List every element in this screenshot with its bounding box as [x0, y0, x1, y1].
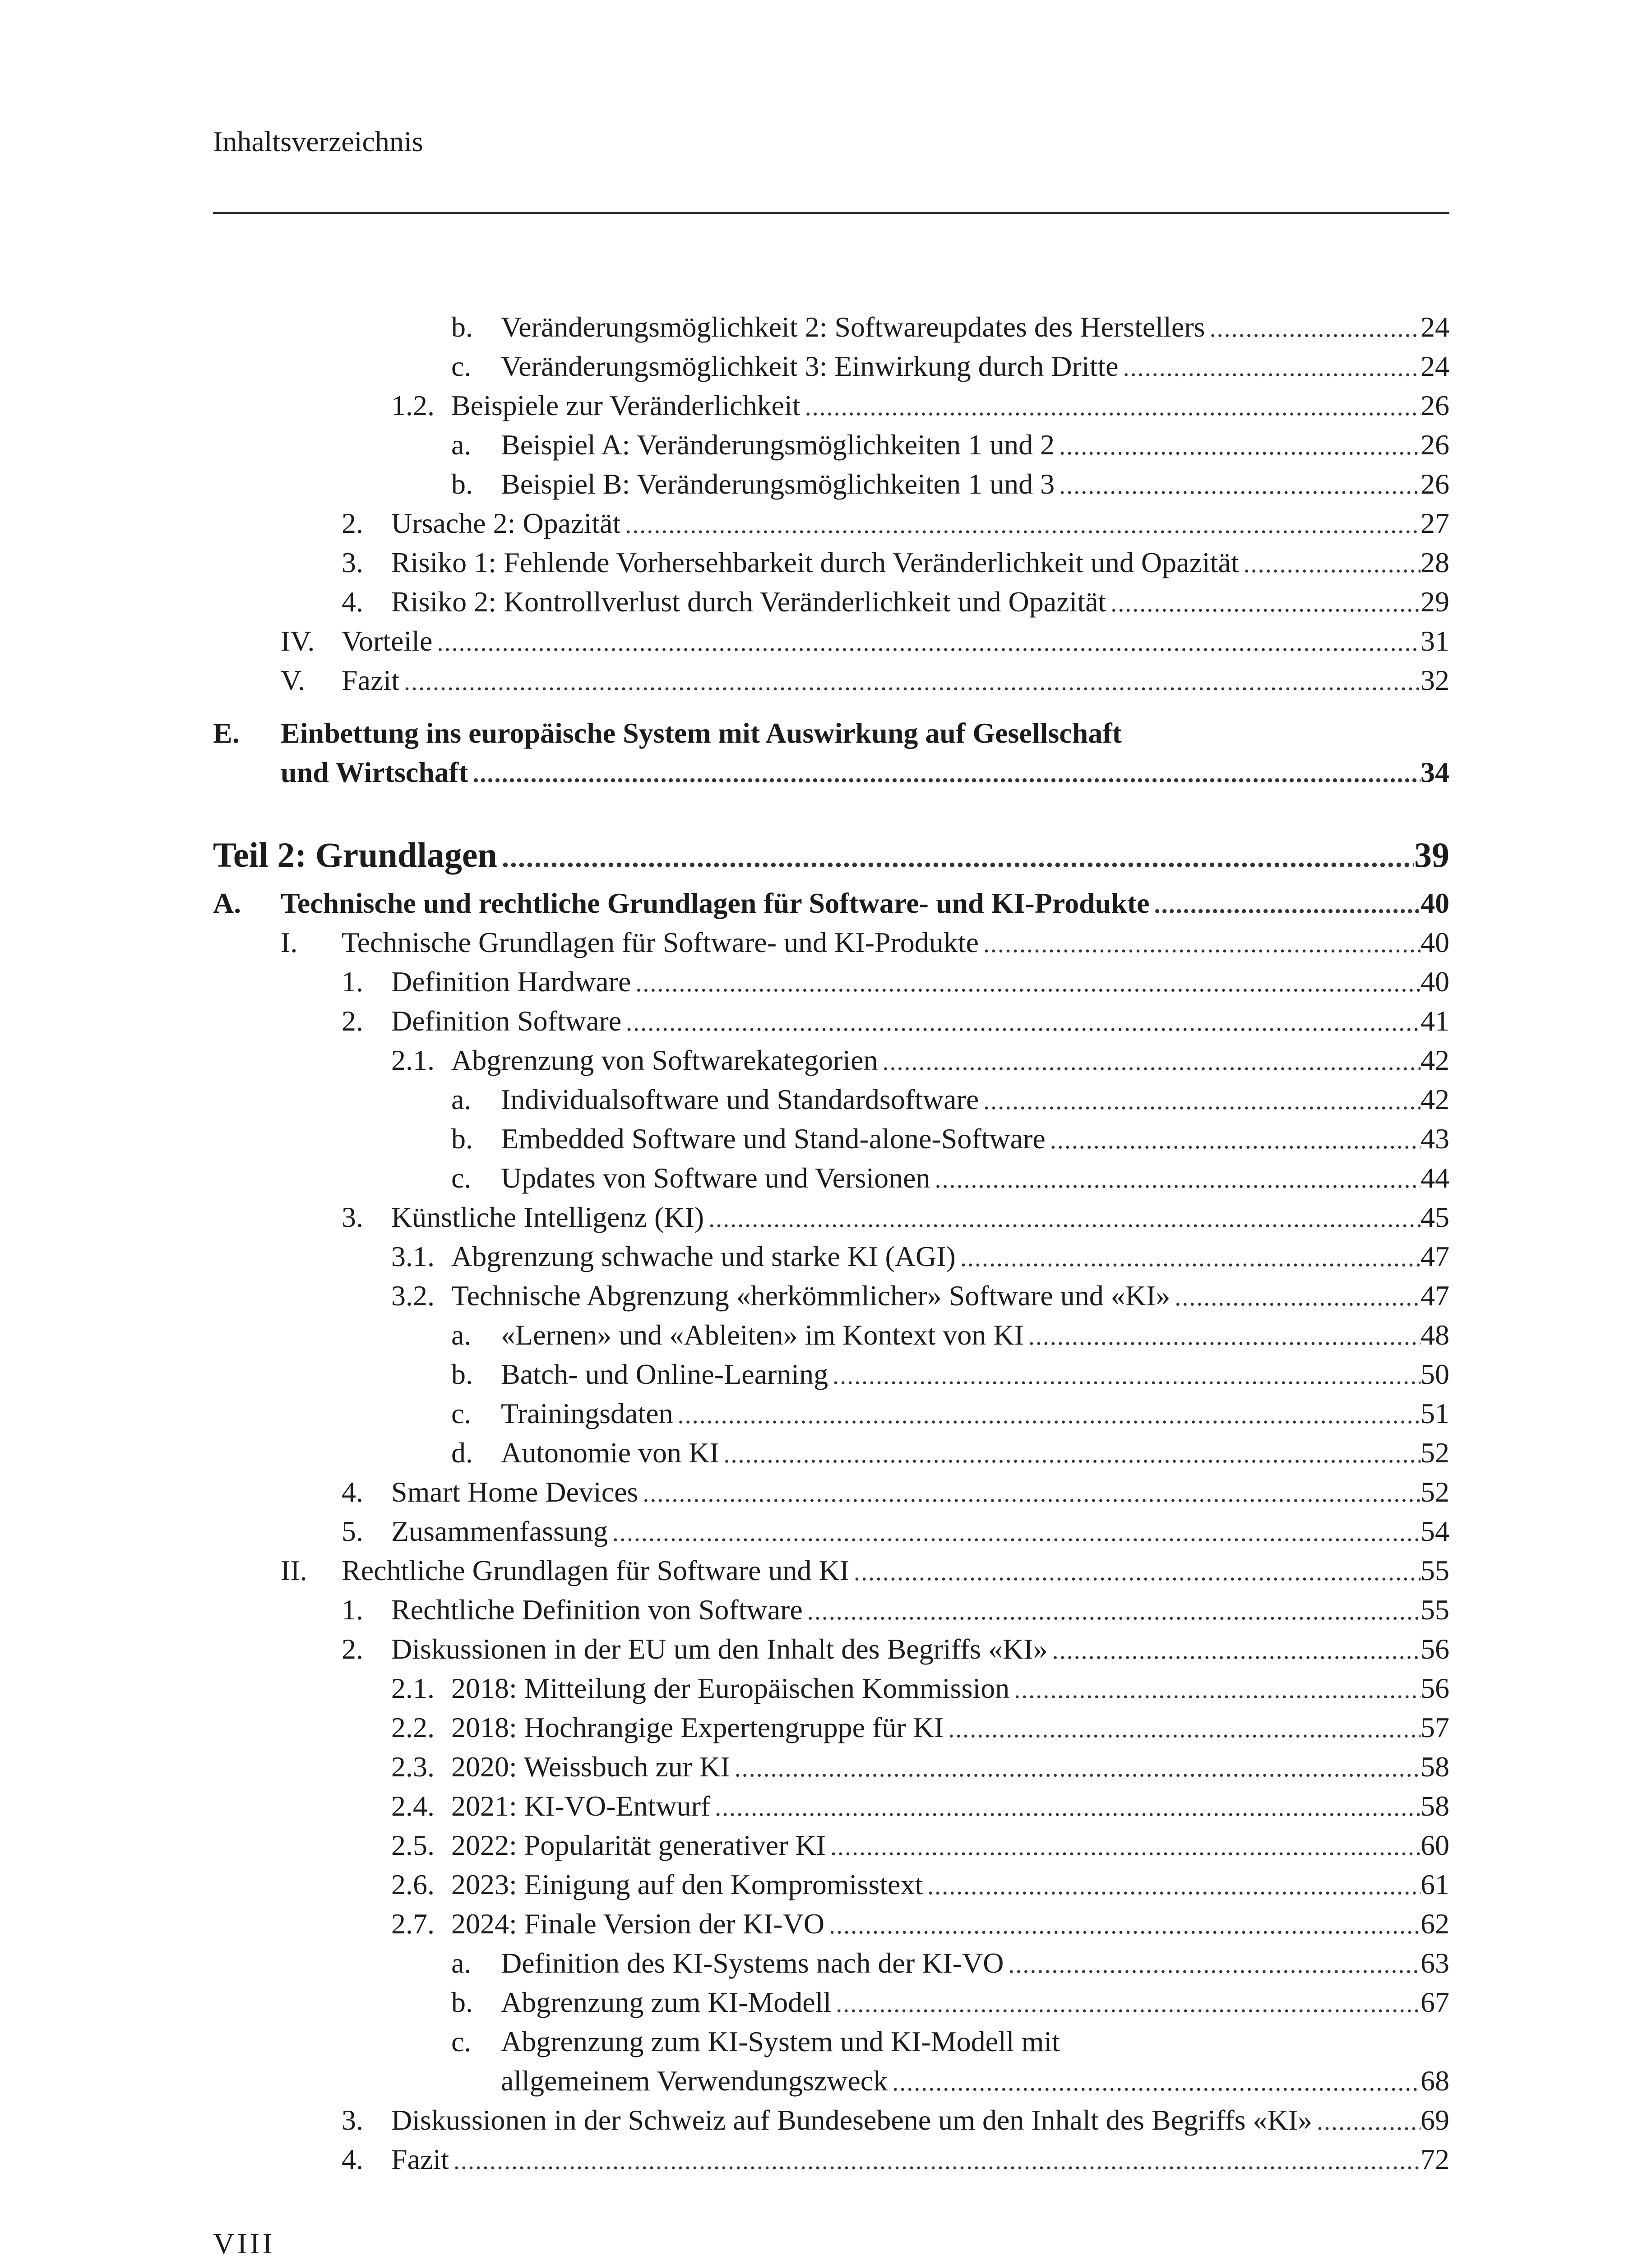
toc-entry-page: 42: [1421, 1044, 1449, 1076]
dot-leader: [1055, 465, 1421, 506]
toc-entry: [0, 464, 1652, 504]
toc-entry-title: Veränderungsmöglichkeit 3: Einwirkung durch Dritte: [501, 350, 1119, 382]
toc-entry: [0, 2139, 1652, 2180]
toc-entry-title: Technische und rechtliche Grundlagen für Software- und KI-Produkte: [281, 887, 1150, 919]
toc-entry-page: 40: [1421, 966, 1449, 998]
dot-leader: [1024, 1316, 1421, 1357]
toc-entry-number: 2.6.: [391, 1868, 435, 1900]
dot-leader: [704, 1198, 1421, 1239]
dot-leader: [710, 1787, 1421, 1828]
toc-entry-number: 4.: [342, 2143, 363, 2175]
toc-entry-title: Smart Home Devices: [391, 1476, 639, 1508]
toc-entry-number: 1.: [342, 1594, 363, 1626]
toc-entry-title: Fazit: [342, 664, 399, 696]
toc-entry-title: 2023: Einigung auf den Kompromisstext: [451, 1868, 923, 1900]
toc-entry-page: 43: [1421, 1123, 1449, 1155]
toc-entry-page: 24: [1421, 350, 1449, 382]
toc-entry-page: 55: [1421, 1554, 1449, 1586]
toc-entry-page: 52: [1421, 1437, 1449, 1469]
dot-leader: [878, 1041, 1421, 1082]
dot-leader: [608, 1512, 1421, 1553]
toc-entry-number: 2.: [342, 1005, 363, 1037]
toc-entry-number: 2.1.: [391, 1672, 435, 1704]
toc-entry-title: Veränderungsmöglichkeit 2: Softwareupdates des Herstellers: [501, 311, 1205, 343]
dot-leader: [1239, 544, 1421, 584]
dot-leader: [1106, 583, 1421, 624]
toc-entry-number: a.: [451, 429, 472, 461]
running-head: Inhaltsverzeichnis: [213, 125, 423, 157]
toc-entry-page: 41: [1421, 1005, 1449, 1037]
toc-entry: [0, 1119, 1652, 1159]
dot-leader: [730, 1748, 1421, 1789]
dot-leader: [1119, 347, 1421, 388]
toc-entry-title: Abgrenzung zum KI-System und KI-Modell mit: [501, 2025, 1060, 2057]
toc-entry-title: Autonomie von KI: [501, 1437, 719, 1469]
toc-entry-page: 45: [1421, 1201, 1449, 1233]
toc-entry-title: Risiko 1: Fehlende Vorhersehbarkeit durch Veränderlichkeit und Opazität: [391, 546, 1239, 578]
toc-entry-title: Definition des KI-Systems nach der KI-VO: [501, 1947, 1004, 1979]
toc-entry-page: 24: [1421, 311, 1449, 343]
toc-entry-title: Technische Abgrenzung «herkömmlicher» Software und «KI»: [451, 1280, 1171, 1312]
toc-entry-page: 39: [1414, 835, 1449, 874]
toc-entry-page: 32: [1421, 664, 1449, 696]
toc-entry: [0, 1158, 1652, 1198]
toc-entry: [0, 1433, 1652, 1473]
dot-leader: [826, 1826, 1421, 1867]
toc-entry-title: Beispiel B: Veränderungsmöglichkeiten 1 und 3: [501, 468, 1055, 500]
dot-leader: [888, 2062, 1421, 2103]
toc-entry-title: Trainingsdaten: [501, 1397, 673, 1429]
dot-leader: [399, 661, 1421, 702]
toc-entry: [0, 752, 1652, 793]
toc-entry-page: 34: [1421, 756, 1449, 788]
dot-leader: [1046, 1120, 1421, 1160]
toc-entry-number: 3.1.: [391, 1240, 435, 1272]
toc-entry-number: 3.: [342, 1201, 363, 1233]
toc-entry-title: Künstliche Intelligenz (KI): [391, 1201, 704, 1233]
toc-entry-number: 5.: [342, 1515, 363, 1547]
toc-entry-page: 67: [1421, 1986, 1449, 2018]
toc-entry-page: 58: [1421, 1790, 1449, 1822]
toc-entry: [0, 307, 1652, 347]
toc-entry-page: 40: [1421, 887, 1449, 919]
dot-leader: [620, 504, 1421, 545]
toc-entry-page: 68: [1421, 2065, 1449, 2097]
toc-entry: [0, 1747, 1652, 1787]
toc-entry: [0, 1315, 1652, 1355]
dot-leader: [956, 1238, 1421, 1278]
toc-entry-title: Embedded Software und Stand-alone-Software: [501, 1123, 1046, 1155]
toc-entry-number: a.: [451, 1083, 472, 1115]
dot-leader: [631, 963, 1421, 1003]
toc-entry: [0, 621, 1652, 661]
toc-entry-title: Fazit: [391, 2143, 449, 2175]
toc-entry-title: 2022: Popularität generativer KI: [451, 1829, 826, 1861]
toc-entry-page: 52: [1421, 1476, 1449, 1508]
toc-entry: [0, 1864, 1652, 1905]
toc-entry: [0, 1825, 1652, 1866]
toc-entry-number: c.: [451, 1162, 472, 1194]
toc-entry-number: E.: [213, 717, 240, 749]
toc-entry-number: 2.7.: [391, 1908, 435, 1940]
toc-entry-number: 4.: [342, 586, 363, 618]
dot-leader: [621, 1002, 1421, 1043]
toc-entry-page: 55: [1421, 1594, 1449, 1626]
toc-entry-page: 56: [1421, 1672, 1449, 1704]
toc-entry-title: allgemeinem Verwendungszweck: [501, 2065, 888, 2097]
toc-entry-title: Zusammenfassung: [391, 1515, 608, 1547]
dot-leader: [1205, 308, 1421, 349]
toc-entry-page: 47: [1421, 1280, 1449, 1312]
toc-entry: [0, 385, 1652, 426]
toc-entry-number: c.: [451, 2025, 472, 2057]
dot-leader: [1009, 1669, 1421, 1710]
toc-entry-number: c.: [451, 1397, 472, 1429]
toc-entry-page: 26: [1421, 468, 1449, 500]
toc-entry: [0, 1943, 1652, 1983]
toc-entry-number: b.: [451, 1358, 473, 1390]
dot-leader: [801, 387, 1421, 427]
toc-entry-title: Rechtliche Grundlagen für Software und KI: [342, 1554, 849, 1586]
toc-entry-title: Beispiele zur Veränderlichkeit: [451, 389, 801, 421]
toc-entry-title: 2018: Mitteilung der Europäischen Kommission: [451, 1672, 1010, 1704]
dot-leader: [497, 832, 1414, 882]
toc-entry-title: Diskussionen in der Schweiz auf Bundesebene um den Inhalt des Begriffs «KI»: [391, 2104, 1313, 2136]
toc-entry: [0, 883, 1652, 924]
toc-entry-page: 61: [1421, 1868, 1449, 1900]
dot-leader: [824, 1905, 1421, 1946]
toc-entry: [0, 425, 1652, 465]
toc-entry-number: 2.3.: [391, 1751, 435, 1783]
dot-leader: [979, 924, 1421, 964]
toc-entry-page: 47: [1421, 1240, 1449, 1272]
toc-entry-page: 26: [1421, 429, 1449, 461]
toc-entry: [0, 1236, 1652, 1277]
toc-entry-title: Beispiel A: Veränderungsmöglichkeiten 1 und 2: [501, 429, 1055, 461]
toc-entry-title: 2018: Hochrangige Expertengruppe für KI: [451, 1711, 944, 1743]
toc-entry: [0, 1079, 1652, 1120]
dot-leader: [849, 1552, 1421, 1592]
toc-entry-number: 4.: [342, 1476, 363, 1508]
toc-entry-title: Teil 2: Grundlagen: [213, 835, 497, 874]
toc-entry-title: 2020: Weissbuch zur KI: [451, 1751, 730, 1783]
toc-entry-page: 58: [1421, 1751, 1449, 1783]
dot-leader: [719, 1434, 1421, 1475]
dot-leader: [979, 1081, 1421, 1121]
toc-entry: [0, 2021, 1652, 2062]
page-number: VIII: [213, 2227, 275, 2256]
dot-leader: [944, 1709, 1421, 1749]
toc-entry: [0, 1001, 1652, 1041]
toc-entry-title: 2024: Finale Version der KI-VO: [451, 1908, 825, 1940]
toc-entry-title: Definition Software: [391, 1005, 622, 1037]
toc-entry-title: Diskussionen in der EU um den Inhalt des Begriffs «KI»: [391, 1633, 1048, 1665]
toc-entry-title: Risiko 2: Kontrollverlust durch Veränderlichkeit und Opazität: [391, 586, 1106, 618]
toc-entry-number: I.: [281, 926, 298, 958]
toc-entry-number: V.: [281, 664, 305, 696]
toc-entry: [0, 2100, 1652, 2140]
toc-entry-page: 63: [1421, 1947, 1449, 1979]
toc-entry-title: 2021: KI-VO-Entwurf: [451, 1790, 711, 1822]
toc-entry: [0, 1904, 1652, 1944]
toc-entry: [0, 962, 1652, 1002]
toc-entry-page: 69: [1421, 2104, 1449, 2136]
toc-entry-page: 56: [1421, 1633, 1449, 1665]
toc-entry-title: Rechtliche Definition von Software: [391, 1594, 803, 1626]
toc-entry-number: a.: [451, 1319, 472, 1351]
toc-entry: [0, 1354, 1652, 1395]
dot-leader: [1055, 426, 1421, 467]
dot-leader: [449, 2140, 1421, 2181]
toc-entry-title: Definition Hardware: [391, 966, 631, 998]
toc-entry: [0, 1040, 1652, 1081]
toc-entry-page: 44: [1421, 1162, 1449, 1194]
toc-entry-page: 48: [1421, 1319, 1449, 1351]
toc-entry-title: Updates von Software und Versionen: [501, 1162, 930, 1194]
toc-entry: [0, 922, 1652, 963]
dot-leader: [803, 1591, 1421, 1632]
dot-leader: [638, 1473, 1421, 1514]
dot-leader: [1312, 2101, 1421, 2142]
dot-leader: [1150, 884, 1421, 925]
toc-entry: [0, 2061, 1652, 2101]
toc-entry-page: 40: [1421, 926, 1449, 958]
dot-leader: [432, 622, 1421, 663]
toc-entry-page: 26: [1421, 389, 1449, 421]
toc-entry-title: und Wirtschaft: [281, 756, 468, 788]
toc-entry-number: 2.: [342, 507, 363, 539]
toc-entry: [0, 1668, 1652, 1709]
toc-entry-number: A.: [213, 887, 241, 919]
toc-entry: [0, 1393, 1652, 1434]
toc-entry-page: 42: [1421, 1083, 1449, 1115]
toc-entry-number: IV.: [281, 625, 315, 657]
dot-leader: [1004, 1944, 1421, 1985]
dot-leader: [1170, 1277, 1421, 1318]
toc-entry-number: 2.2.: [391, 1711, 435, 1743]
toc-entry-number: a.: [451, 1947, 472, 1979]
dot-leader: [930, 1159, 1421, 1200]
toc-entry-number: 3.: [342, 546, 363, 578]
toc-entry-page: 51: [1421, 1397, 1449, 1429]
dot-leader: [831, 1983, 1421, 2024]
toc-entry-title: Einbettung ins europäische System mit Auswirkung auf Gesellschaft: [281, 717, 1122, 749]
toc-entry: [0, 1786, 1652, 1826]
toc-entry-title: Vorteile: [342, 625, 433, 657]
dot-leader: [468, 754, 1421, 794]
toc-entry-page: 72: [1421, 2143, 1449, 2175]
toc-entry-title: Abgrenzung schwache und starke KI (AGI): [451, 1240, 956, 1272]
toc-entry-number: II.: [281, 1554, 307, 1586]
toc-entry: [0, 1550, 1652, 1591]
toc-entry: [0, 346, 1652, 387]
toc-entry: [0, 542, 1652, 583]
toc-entry-title: «Lernen» und «Ableiten» im Kontext von KI: [501, 1319, 1024, 1351]
toc-entry-number: b.: [451, 468, 473, 500]
toc-entry-number: 2.5.: [391, 1829, 435, 1861]
toc-entry-number: b.: [451, 1123, 473, 1155]
dot-leader: [923, 1866, 1421, 1906]
toc-entry: [0, 1197, 1652, 1238]
toc-entry-number: 3.2.: [391, 1280, 435, 1312]
toc-entry-number: 2.: [342, 1633, 363, 1665]
toc-entry-page: 31: [1421, 625, 1449, 657]
dot-leader: [828, 1355, 1421, 1396]
toc-entry-number: 3.: [342, 2104, 363, 2136]
toc-entry-title: Technische Grundlagen für Software- und KI-Produkte: [342, 926, 979, 958]
toc-entry-page: 27: [1421, 507, 1449, 539]
toc-entry-page: 54: [1421, 1515, 1449, 1547]
toc-entry-page: 50: [1421, 1358, 1449, 1390]
toc-entry: [0, 660, 1652, 701]
toc-entry-page: 62: [1421, 1908, 1449, 1940]
toc-entry-title: Abgrenzung zum KI-Modell: [501, 1986, 832, 2018]
dot-leader: [1048, 1630, 1421, 1671]
toc-entry-page: 28: [1421, 546, 1449, 578]
toc-entry: [0, 713, 1652, 754]
toc-entry: [0, 1590, 1652, 1630]
toc-entry-title: Ursache 2: Opazität: [391, 507, 621, 539]
toc-entry: [0, 1707, 1652, 1748]
toc-entry-number: 2.1.: [391, 1044, 435, 1076]
toc-entry-number: d.: [451, 1437, 473, 1469]
toc-entry-number: b.: [451, 311, 473, 343]
toc-entry-page: 57: [1421, 1711, 1449, 1743]
toc-entry: [0, 1472, 1652, 1512]
toc-entry-title: Abgrenzung von Softwarekategorien: [451, 1044, 878, 1076]
toc-entry-page: 60: [1421, 1829, 1449, 1861]
toc-entry: [0, 830, 1652, 880]
dot-leader: [673, 1395, 1421, 1435]
toc-entry: [0, 1276, 1652, 1316]
toc-entry: [0, 503, 1652, 544]
toc-entry-number: 1.: [342, 966, 363, 998]
toc-entry-number: b.: [451, 1986, 473, 2018]
toc-entry-page: 29: [1421, 586, 1449, 618]
toc-entry-number: c.: [451, 350, 472, 382]
toc-entry: [0, 1629, 1652, 1669]
toc-entry: [0, 1511, 1652, 1552]
toc-entry: [0, 1982, 1652, 2023]
toc-entry-title: Batch- und Online-Learning: [501, 1358, 828, 1390]
toc-entry-number: 2.4.: [391, 1790, 435, 1822]
toc-entry-title: Individualsoftware und Standardsoftware: [501, 1083, 979, 1115]
toc-entry-number: 1.2.: [391, 389, 435, 421]
toc-entry: [0, 582, 1652, 622]
